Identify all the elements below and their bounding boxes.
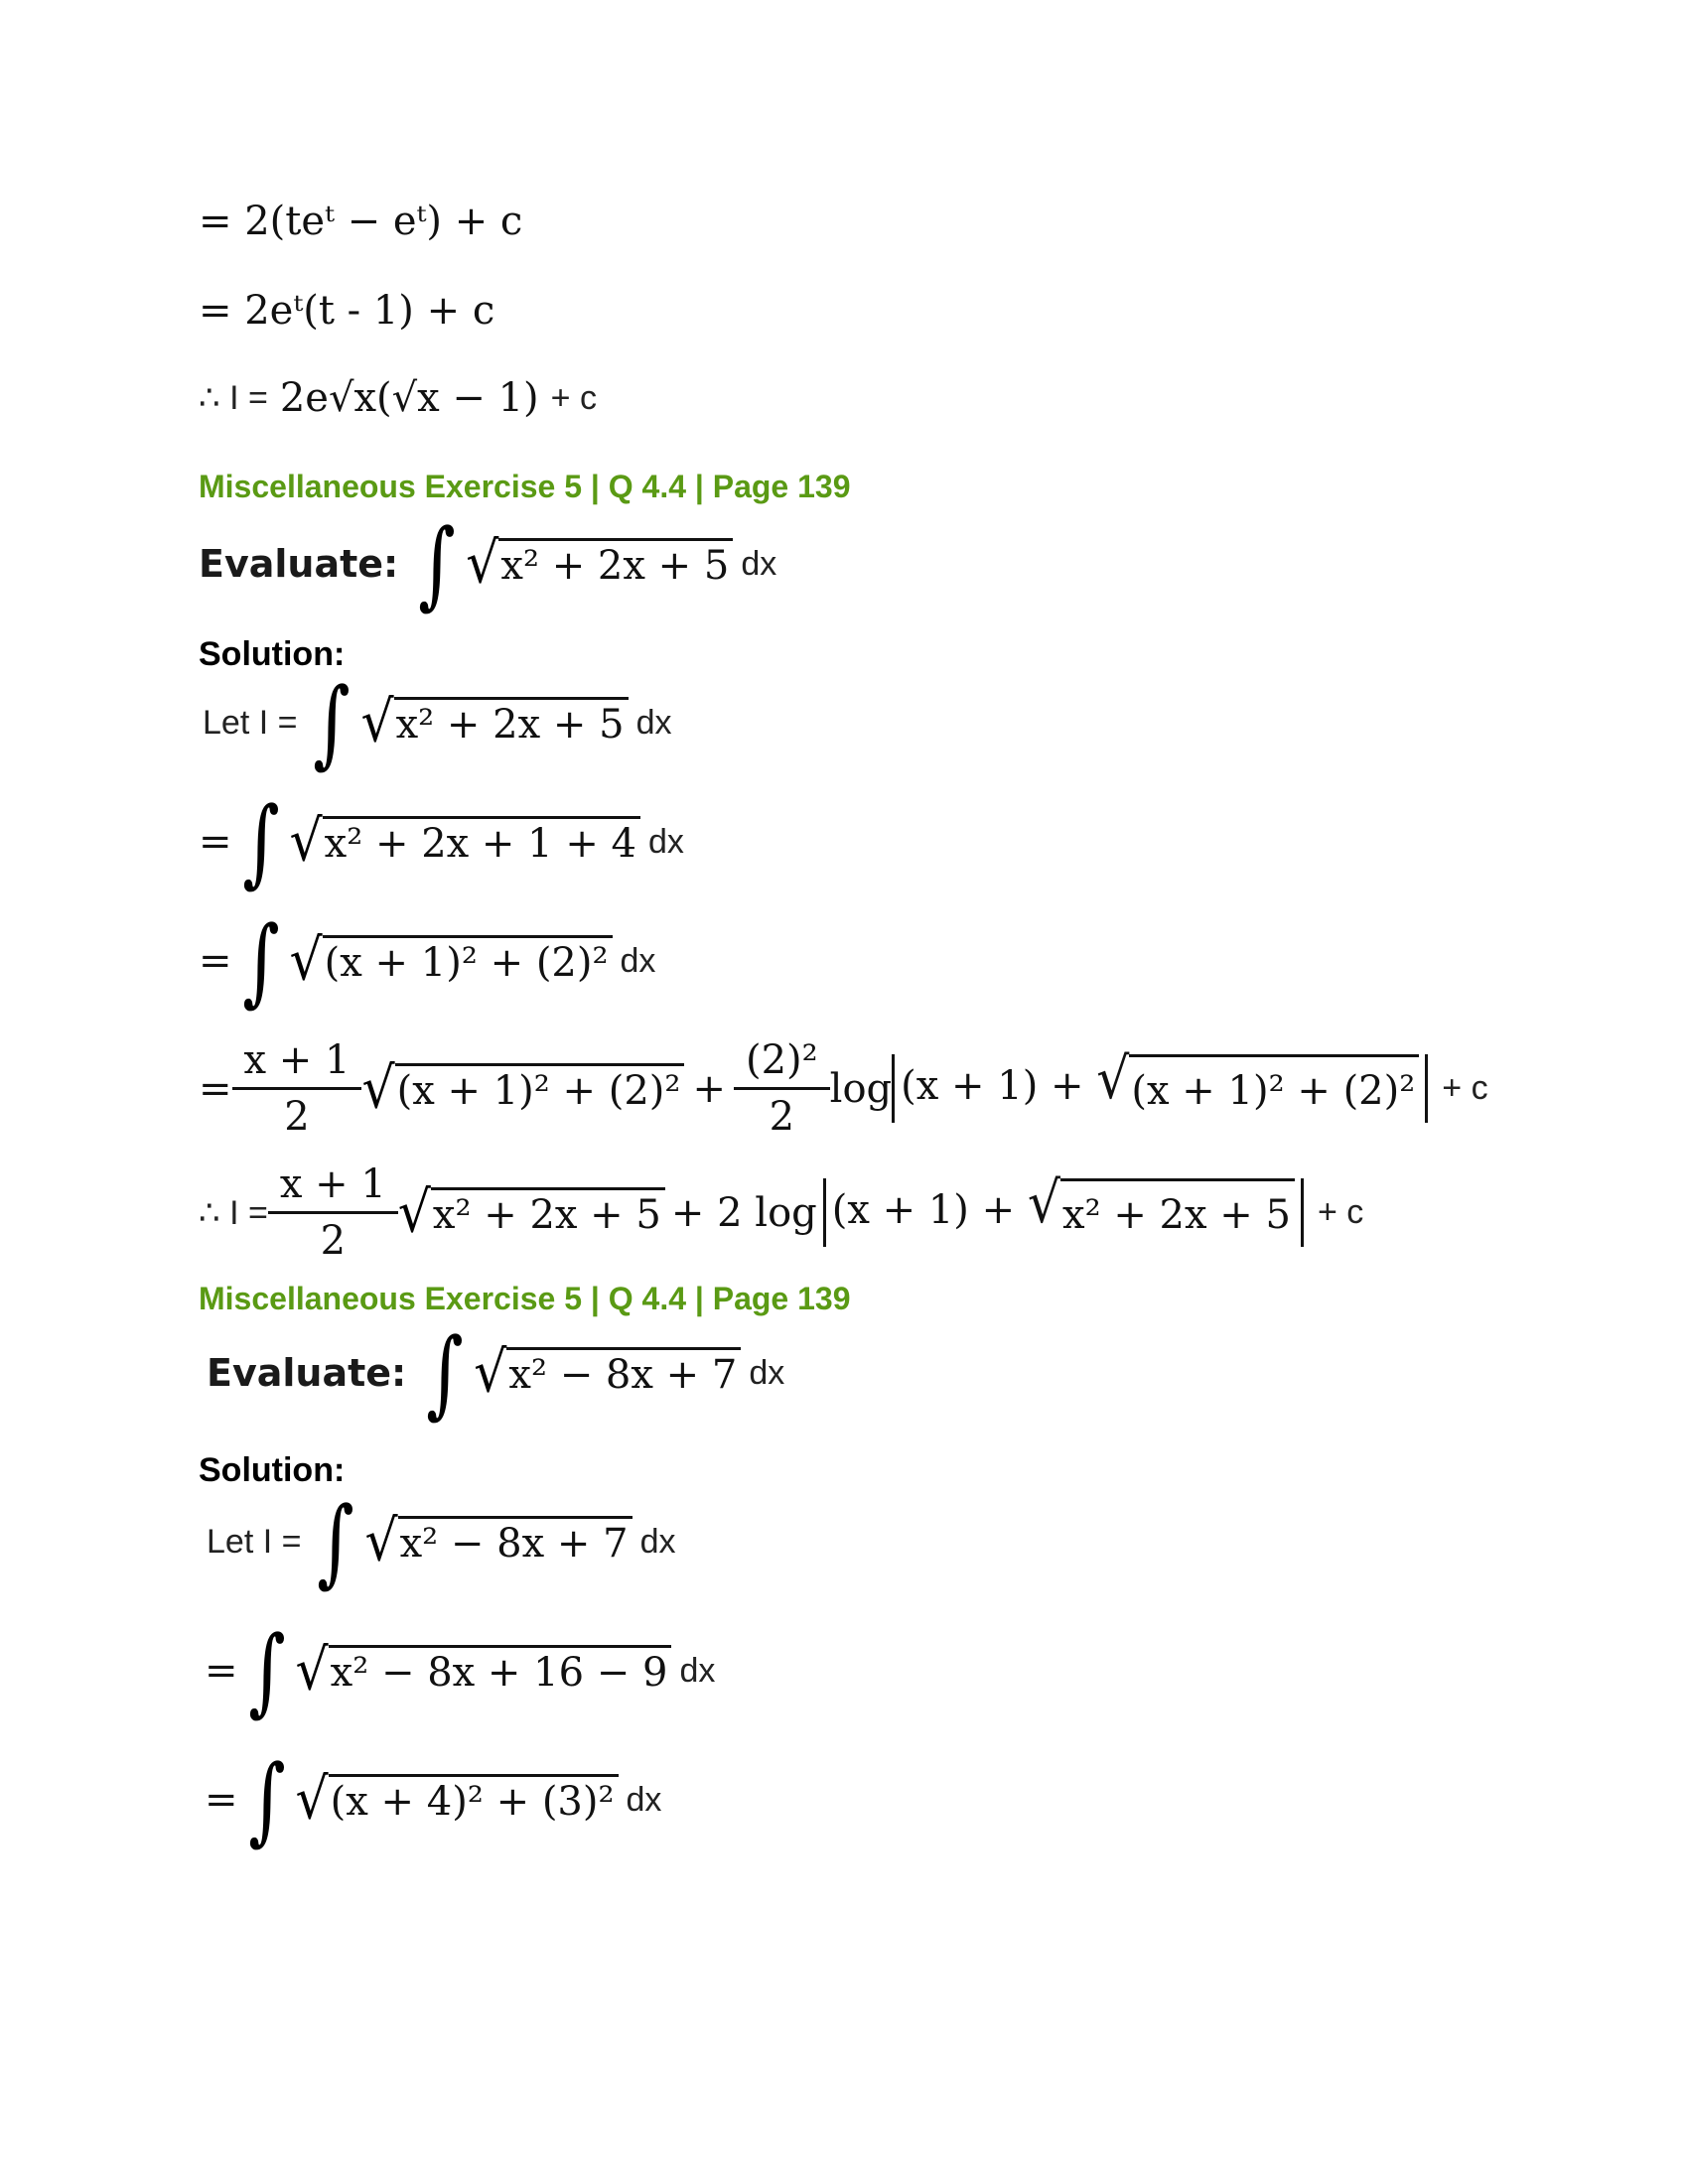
absolute-value: (x + 1) + √ (x + 1)² + (2)²: [892, 1054, 1428, 1124]
fraction: [740, 1037, 824, 1140]
square-root: √ x² + 2x + 5: [398, 1187, 665, 1239]
step-line-3: [199, 1037, 1688, 1140]
radicand: x² − 8x + 16 − 9: [329, 1645, 672, 1697]
equation-text: = 2(teᵗ − eᵗ) + c: [199, 199, 523, 244]
solution-label-2: [199, 1451, 1688, 1490]
denominator: 2: [734, 1087, 830, 1140]
evaluate-label: Evaluate:: [199, 542, 399, 586]
dx-label: dx: [648, 822, 684, 861]
equals-sign: =: [205, 1777, 238, 1823]
therefore-prefix: ∴ I =: [199, 1193, 268, 1232]
square-root: √ x² − 8x + 16 − 9: [296, 1645, 672, 1697]
log-label: log: [829, 1065, 893, 1112]
equals-sign: =: [199, 938, 232, 984]
dx-label: dx: [679, 1651, 716, 1690]
plus-sign: +: [692, 1065, 726, 1112]
step-line-5: [205, 1744, 1688, 1855]
equation-text: 2e√x(√x − 1): [279, 375, 539, 421]
step-line-4: [205, 1615, 1688, 1726]
radicand: x² + 2x + 1 + 4: [323, 816, 640, 868]
log-term: + 2 log: [670, 1189, 817, 1236]
evaluate-label: Evaluate:: [207, 1351, 407, 1395]
solution-label-1: [199, 635, 1688, 674]
radicand: (x + 1)² + (2)²: [1129, 1054, 1419, 1123]
constant-term: + c: [550, 378, 597, 417]
integral-sign: ∫: [317, 1486, 355, 1597]
radicand: (x + 1)² + (2)²: [323, 935, 613, 987]
dx-label: dx: [635, 703, 672, 742]
radicand: x² + 2x + 5: [431, 1187, 665, 1239]
therefore-prefix: ∴ I =: [199, 379, 268, 417]
radicand: x² + 2x + 5: [1060, 1178, 1295, 1247]
evaluate-line-2: [207, 1317, 1688, 1429]
numerator: x + 1: [279, 1161, 386, 1207]
denominator: 2: [232, 1087, 362, 1140]
radicand: x² − 8x + 7: [506, 1347, 741, 1399]
integral-sign: ∫: [247, 1615, 286, 1726]
dx-label: dx: [741, 544, 777, 583]
radicand: x² + 2x + 5: [498, 538, 733, 590]
dx-label: dx: [626, 1780, 662, 1819]
evaluate-line-1: [199, 508, 1688, 619]
numerator: x + 1: [243, 1037, 351, 1083]
square-root: √ x² + 2x + 1 + 4: [290, 816, 640, 868]
square-root: √ (x + 1)² + (2)²: [1096, 1054, 1419, 1123]
equals-sign: =: [205, 1648, 238, 1694]
exercise-header-text: Miscellaneous Exercise 5 | Q 4.4 | Page 139: [199, 469, 851, 504]
let-line-1: [203, 667, 1688, 778]
square-root: √ x² + 2x + 5: [360, 697, 628, 749]
radicand: (x + 4)² + (3)²: [329, 1774, 619, 1826]
square-root: √ x² + 2x + 5: [466, 538, 733, 590]
radicand: (x + 1)² + (2)²: [395, 1063, 685, 1115]
integral-sign: ∫: [241, 905, 280, 1017]
constant-term: + c: [1317, 1193, 1364, 1231]
line-result-2: [199, 288, 1688, 334]
square-root: √ (x + 1)² + (2)²: [361, 1063, 684, 1115]
equals-sign: =: [199, 1065, 232, 1112]
square-root: √ x² + 2x + 5: [1028, 1178, 1295, 1247]
dx-label: dx: [639, 1522, 676, 1561]
radicand: x² + 2x + 5: [394, 697, 629, 749]
line-result-3: [199, 375, 1688, 421]
integral-sign: ∫: [426, 1317, 464, 1429]
numerator: (2)²: [745, 1037, 818, 1083]
denominator: 2: [268, 1211, 398, 1264]
step-line-2: [199, 905, 1688, 1017]
let-line-2: [207, 1486, 1688, 1597]
square-root: √ x² − 8x + 7: [364, 1516, 632, 1568]
integral-sign: ∫: [241, 786, 280, 897]
square-root: √ (x + 1)² + (2)²: [290, 935, 613, 987]
integral-sign: ∫: [247, 1744, 286, 1855]
radicand: x² − 8x + 7: [398, 1516, 633, 1568]
let-label: Let I =: [207, 1522, 302, 1561]
integral-sign: ∫: [313, 667, 352, 778]
let-label: Let I =: [203, 703, 298, 742]
dx-label: dx: [749, 1353, 785, 1392]
final-line-1: [199, 1161, 1688, 1264]
exercise-header-text: Miscellaneous Exercise 5 | Q 4.4 | Page 139: [199, 1281, 851, 1316]
fraction: [238, 1037, 356, 1140]
constant-term: + c: [1442, 1069, 1488, 1107]
line-result-1: [199, 199, 1688, 244]
exercise-header-1: [199, 469, 1688, 505]
absolute-value: (x + 1) + √ x² + 2x + 5: [823, 1178, 1304, 1248]
square-root: √ (x + 4)² + (3)²: [296, 1774, 619, 1826]
equals-sign: =: [199, 819, 232, 865]
solution-label: Solution:: [199, 1451, 346, 1489]
fraction: [274, 1161, 392, 1264]
solution-label: Solution:: [199, 635, 346, 673]
integral-sign: ∫: [418, 508, 456, 619]
exercise-header-2: [199, 1281, 1688, 1317]
equation-text: = 2eᵗ(t - 1) + c: [199, 288, 495, 334]
step-line-1: [199, 786, 1688, 897]
square-root: √ x² − 8x + 7: [474, 1347, 741, 1399]
dx-label: dx: [620, 941, 656, 980]
